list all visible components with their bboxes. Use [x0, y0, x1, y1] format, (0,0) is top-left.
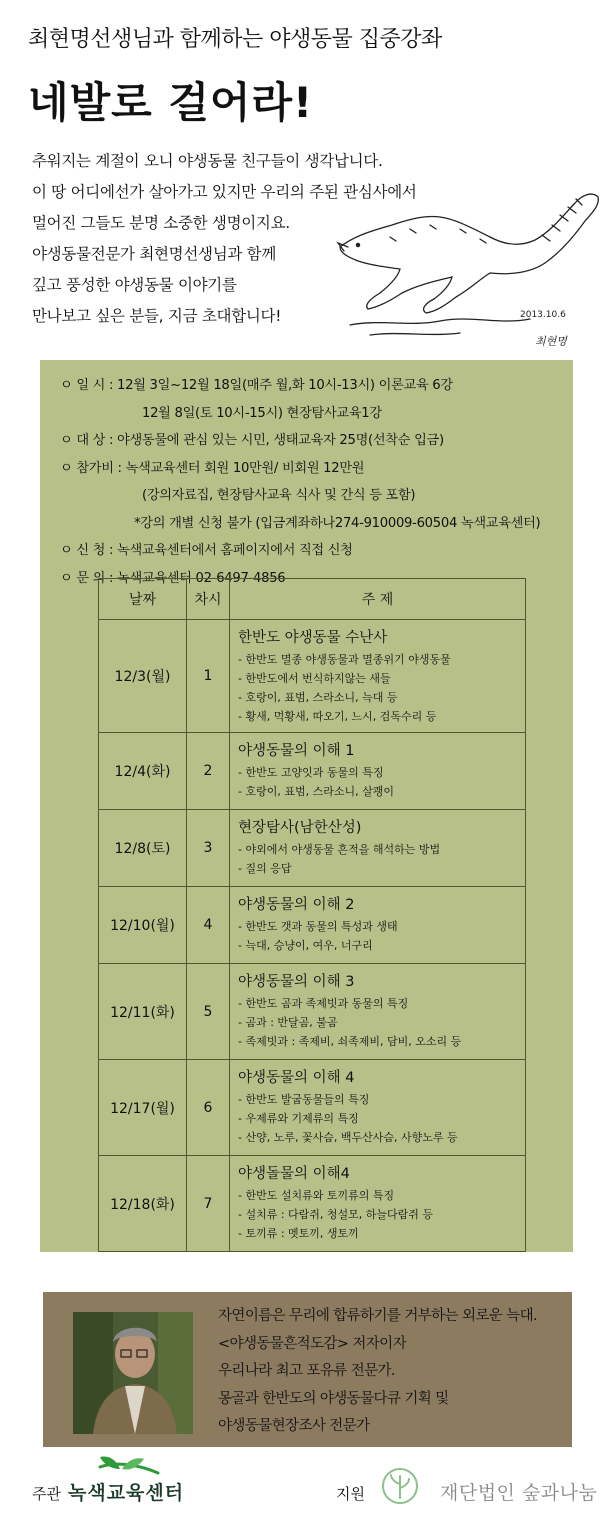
topic-detail: - 한반도 설치류와 토끼류의 특징 [238, 1189, 395, 1202]
intro-line: 멀어진 그들도 분명 소중한 생명이지요. [32, 214, 290, 232]
info-date-field: 12월 8일(토 10시-15시) 현장탐사교육1강 [142, 405, 382, 421]
intro-line: 추워지는 계절이 오니 야생동물 친구들이 생각납니다. [32, 152, 383, 170]
sketch-date: 2013.10.6 [520, 310, 566, 320]
intro-line: 야생동물전문가 최현명선생님과 함께 [32, 245, 277, 263]
row-date: 12/18(화) [99, 1156, 187, 1252]
topic-detail: - 산양, 노루, 꽃사슴, 백두산사슴, 사향노루 등 [238, 1131, 458, 1144]
header-topic: 주 제 [230, 579, 526, 620]
topic-detail: - 야외에서 야생동물 흔적을 해석하는 방법 [238, 843, 441, 856]
support-name: 재단법인 숲과나눔 [440, 1482, 598, 1504]
row-date: 12/4(화) [99, 733, 187, 810]
row-session: 4 [187, 887, 230, 964]
topic-detail: - 호랑이, 표범, 스라소니, 늑대 등 [238, 691, 398, 704]
table-header-row [99, 579, 526, 620]
row-topic [230, 887, 526, 964]
row-topic [230, 964, 526, 1060]
row-topic [230, 1156, 526, 1252]
row-date: 12/8(토) [99, 810, 187, 887]
schedule-table [98, 578, 526, 1252]
table-row [99, 1156, 526, 1252]
table-row [99, 620, 526, 733]
row-topic [230, 733, 526, 810]
topic-detail: - 한반도 갯과 동물의 특성과 생태 [238, 920, 398, 933]
bio-line: <야생동물흔적도감> 저자이자 [218, 1335, 406, 1352]
subtitle: 최현명선생님과 함께하는 야생동물 집중강좌 [28, 27, 442, 52]
topic-detail: - 토끼류 : 멧토끼, 생토끼 [238, 1227, 359, 1240]
header-date: 날짜 [99, 579, 187, 620]
topic-detail: - 한반도 발굽동물들의 특징 [238, 1093, 370, 1106]
bio-line: 야생동물현장조사 전문가 [218, 1418, 370, 1434]
topic-detail: - 한반도 고양잇과 동물의 특징 [238, 766, 384, 779]
row-session: 6 [187, 1060, 230, 1156]
weasel-sketch-illustration [330, 185, 605, 355]
table-row [99, 1060, 526, 1156]
sketch-signature: 최현명 [535, 335, 567, 348]
topic-detail: - 우제류와 기제류의 특징 [238, 1112, 359, 1125]
topic-title: 야생동물의 이해 4 [238, 1070, 355, 1086]
info-fee-detail: (강의자료집, 현장탐사교육 식사 및 간식 등 포함) [142, 488, 416, 503]
row-session: 3 [187, 810, 230, 887]
info-date: ㅇ 일 시 : 12월 3일~12월 18일(매주 월,화 10시-13시) 이론교육 6강 [60, 378, 453, 393]
topic-title: 야생동물의 이해 1 [238, 743, 355, 759]
intro-line: 만나보고 싶은 분들, 지금 초대합니다! [32, 307, 282, 325]
header-session: 차시 [187, 579, 230, 620]
intro-line: 깊고 풍성한 야생동물 이야기를 [32, 276, 237, 294]
topic-detail: - 호랑이, 표범, 스라소니, 살쾡이 [238, 785, 394, 798]
topic-detail: - 늑대, 승냥이, 여우, 너구리 [238, 939, 373, 952]
table-row [99, 964, 526, 1060]
row-date: 12/17(월) [99, 1060, 187, 1156]
row-topic [230, 620, 526, 733]
row-topic [230, 810, 526, 887]
intro-line: 이 땅 어디에선가 살아가고 있지만 우리의 주된 관심사에서 [32, 183, 417, 201]
row-session: 1 [187, 620, 230, 733]
info-fee: ㅇ 참가비 : 녹색교육센터 회원 10만원/ 비회원 12만원 [60, 460, 365, 476]
row-date: 12/10(월) [99, 887, 187, 964]
topic-detail: - 한반도 곰과 족제빗과 동물의 특징 [238, 997, 409, 1010]
bio-line: 우리나라 최고 포유류 전문가. [218, 1363, 395, 1379]
topic-detail: - 곰과 : 반달곰, 불곰 [238, 1016, 338, 1029]
table-row [99, 810, 526, 887]
bio-line: 몽골과 한반도의 야생동물다큐 기획 및 [218, 1390, 449, 1407]
table-row [99, 733, 526, 810]
info-target: ㅇ 대 상 : 야생동물에 관심 있는 시민, 생태교육자 25명(선착순 입금) [60, 433, 444, 448]
topic-title: 한반도 야생동물 수난사 [238, 630, 388, 646]
info-fee-note: *강의 개별 신청 불가 (입금계좌하나274-910009-60504 녹색교육센터) [134, 515, 541, 531]
info-contact: ㅇ 문 의 : 녹색교육센터 02-6497-4856 [60, 570, 286, 586]
host-label: 주관 [32, 1485, 61, 1503]
instructor-photo [73, 1312, 193, 1434]
topic-title: 야생돌물의 이해4 [238, 1166, 350, 1182]
forest-sharing-logo-icon [380, 1466, 420, 1506]
topic-detail: - 족제빗과 : 족제비, 쇠족제비, 담비, 오소리 등 [238, 1035, 462, 1048]
instructor-bio [218, 1303, 537, 1441]
row-topic [230, 1060, 526, 1156]
page-title: 네발로 걸어라! [28, 78, 314, 127]
info-apply: ㅇ 신 청 : 녹색교육센터에서 홈페이지에서 직접 신청 [60, 543, 353, 558]
bio-line: 자연이름은 무리에 합류하기를 거부하는 외로운 늑대. [218, 1308, 538, 1324]
support-label: 지원 [336, 1485, 365, 1503]
row-date: 12/11(화) [99, 964, 187, 1060]
row-session: 5 [187, 964, 230, 1060]
topic-detail: - 설치류 : 다람쥐, 청설모, 하늘다람쥐 등 [238, 1208, 434, 1221]
topic-title: 야생동물의 이해 3 [238, 974, 355, 990]
host-name: 녹색교육센터 [68, 1482, 185, 1504]
topic-detail: - 한반도 멸종 야생동물과 멸종위기 야생동물 [238, 653, 451, 666]
row-session: 7 [187, 1156, 230, 1252]
topic-detail: - 질의 응답 [238, 862, 292, 875]
info-list [60, 372, 540, 592]
topic-detail: - 한반도에서 번식하지않는 새들 [238, 672, 391, 685]
topic-title: 현장탐사(남한산성) [238, 820, 362, 836]
topic-title: 야생동물의 이해 2 [238, 897, 355, 913]
table-row [99, 887, 526, 964]
row-session: 2 [187, 733, 230, 810]
row-date: 12/3(월) [99, 620, 187, 733]
topic-detail: - 황새, 먹황새, 따오기, 느시, 검독수리 등 [238, 710, 437, 723]
